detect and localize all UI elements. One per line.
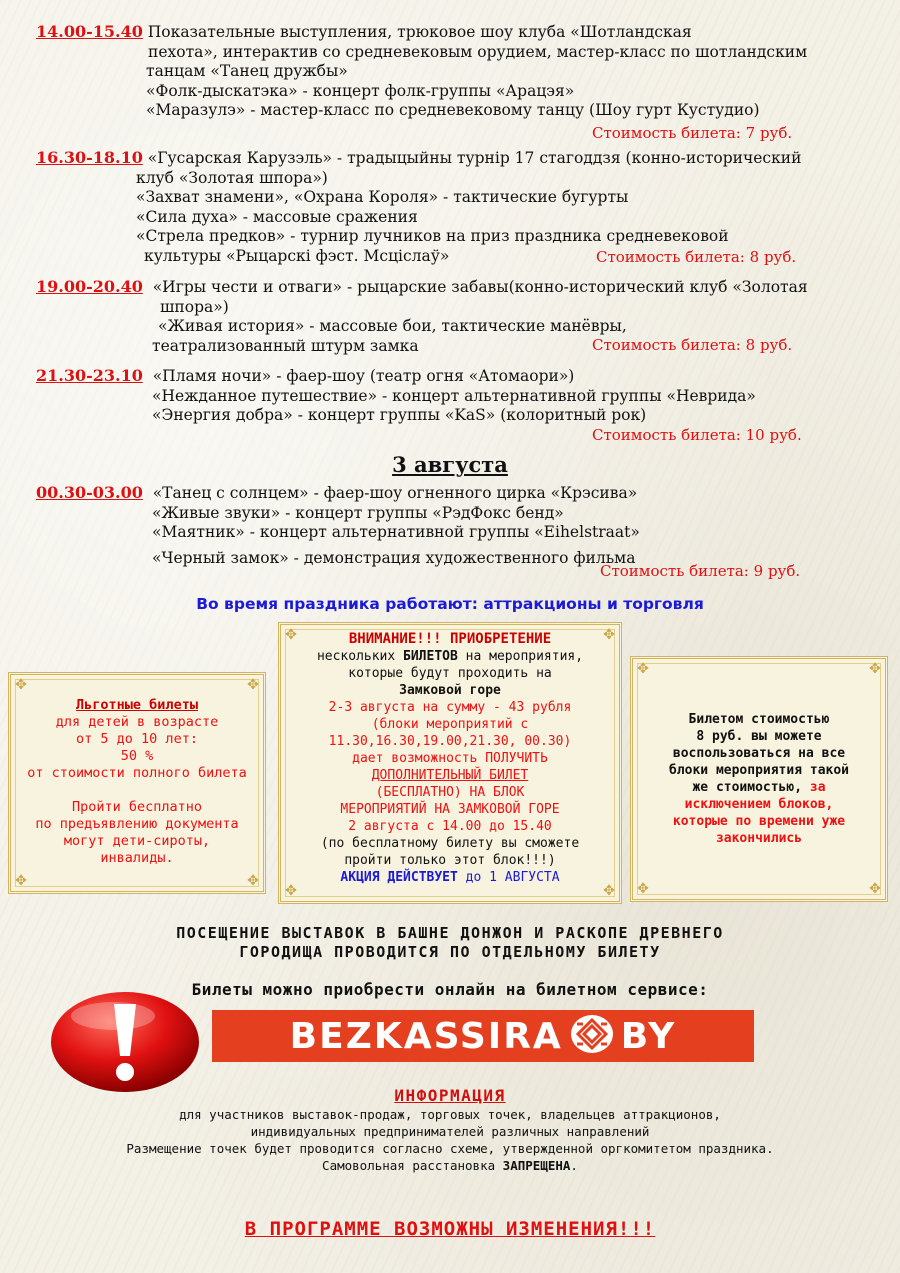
ornament-icon: ✥ <box>637 661 649 677</box>
block-line: танцам «Танец дружбы» <box>146 62 348 80</box>
promo-line: дает возможность ПОЛУЧИТЬ <box>352 751 548 766</box>
online-note: Билеты можно приобрести онлайн на билетном сервисе: <box>191 980 709 999</box>
block-time: 21.30-23.10 <box>36 366 143 385</box>
block-line: пехота», интерактив со средневековым орудием, мастер-класс по шотландским <box>148 42 808 61</box>
ornament-icon: ✥ <box>285 883 297 899</box>
promo-text: до 1 АВГУСТА <box>457 870 560 885</box>
info-line: закончились <box>715 831 803 846</box>
ornament-icon: ✥ <box>15 677 27 693</box>
info-line: для участников выставок-продаж, торговых точек, владельцев аттракционов, <box>179 1107 721 1122</box>
info-line: блоки мероприятия такой <box>668 763 849 778</box>
ticket-price: Стоимость билета: 10 руб. <box>592 426 802 444</box>
ornament-icon: ✥ <box>285 627 297 643</box>
block-line: «Фолк-дыскатэка» - концерт фолк-группы «Арацэя» <box>146 81 575 100</box>
ornament-icon: ✥ <box>247 873 259 889</box>
promo-line: 2-3 августа на сумму - 43 рубля <box>328 700 572 715</box>
block-line: «Живые звуки» - концерт группы «РэдФокс бенд» <box>152 503 564 522</box>
block-line: «Стрела предков» - турнир лучников на приз праздника средневековой <box>136 227 729 245</box>
info-block <box>0 1106 900 1174</box>
block-line: Показательные выступления, трюковое шоу клуба «Шотландская <box>147 23 692 41</box>
info-text: ЗАПРЕЩЕНА <box>502 1158 571 1173</box>
ornament-icon: ✥ <box>603 883 615 899</box>
ticket-price: Стоимость билета: 9 руб. <box>600 562 801 580</box>
info-line: 8 руб. вы можете <box>696 729 822 744</box>
promo-line: пройти только этот блок!!!) <box>344 853 556 868</box>
free-line: Пройти бесплатно <box>71 799 203 815</box>
ticket-price: Стоимость билета: 8 руб. <box>592 336 793 354</box>
info-line <box>633 779 885 796</box>
date-heading: 3 августа <box>392 452 508 477</box>
block-line: шпора») <box>160 297 229 316</box>
block-time: 16.30-18.10 <box>36 148 143 167</box>
block-line: «Живая история» - массовые бои, тактические манёвры, <box>158 317 627 335</box>
exhibit-line: ПОСЕЩЕНИЕ ВЫСТАВОК В БАШНЕ ДОНЖОН И РАСКОПЕ ДРЕВНЕГО <box>176 924 724 942</box>
ticket-price: Стоимость билета: 8 руб. <box>596 248 797 266</box>
promo-line <box>281 869 619 886</box>
block-line: «Захват знамени», «Охрана Короля» - тактические бугурты <box>136 188 629 206</box>
info-text: . <box>570 1158 578 1173</box>
ornament-icon: ✥ <box>637 881 649 897</box>
ornament-icon: ✥ <box>869 881 881 897</box>
promo-line: МЕРОПРИЯТИЙ НА ЗАМКОВОЙ ГОРЕ <box>340 802 560 817</box>
promo-line: (по бесплатному билету вы сможете <box>320 836 580 851</box>
exhibit-line: ГОРОДИЩА ПРОВОДИТСЯ ПО ОТДЕЛЬНОМУ БИЛЕТУ <box>239 943 661 961</box>
block-line: «Пламя ночи» - фаер-шоу (театр огня «Атомаори») <box>152 367 575 385</box>
schedule-block-4 <box>36 366 756 426</box>
block-time: 19.00-20.40 <box>36 277 143 296</box>
promo-line: (БЕСПЛАТНО) НА БЛОК <box>375 785 525 800</box>
discount-line: от 5 до 10 лет: <box>76 731 198 747</box>
info-line: индивидуальных предпринимателей различных направлений <box>250 1124 650 1139</box>
schedule-block-5 <box>36 483 640 568</box>
ticket-price: Стоимость билета: 7 руб. <box>592 124 793 142</box>
promo-line: которые будут проходить на <box>348 666 552 681</box>
block-line: «Нежданное путешествие» - концерт альтернативной группы «Неврида» <box>152 386 756 405</box>
block-line: «Черный замок» - демонстрация художественного фильма <box>152 548 636 567</box>
promo-line: Замковой горе <box>399 683 501 698</box>
promo-line <box>281 648 619 665</box>
block-time: 14.00-15.40 <box>36 22 143 41</box>
info-title: ИНФОРМАЦИЯ <box>394 1086 506 1105</box>
info-line <box>0 1157 900 1174</box>
info-text: же стоимостью, <box>692 780 810 795</box>
promo-text: нескольких <box>316 649 404 664</box>
info-text: за <box>809 780 826 795</box>
block-line: «Маразулэ» - мастер-класс по средневековому танцу (Шоу гурт Кустудио) <box>146 101 760 119</box>
discount-box <box>8 672 266 894</box>
ornament-icon: ✥ <box>247 677 259 693</box>
promo-text: АКЦИЯ ДЕЙСТВУЕТ <box>340 870 458 885</box>
discount-title: Льготные билеты <box>76 697 198 713</box>
info-line: Размещение точек будет проводится согласно схеме, утвержденной оргкомитетом праздника. <box>126 1141 774 1156</box>
free-line: по предъявлению документа <box>35 816 239 832</box>
info-text: Самовольная расстановка <box>322 1158 503 1173</box>
ornament-icon: ✥ <box>869 661 881 677</box>
logo-text: BY <box>620 1015 677 1057</box>
schedule-block-1 <box>36 22 807 121</box>
bezkassira-logo[interactable] <box>212 1010 754 1062</box>
block-line: «Игры чести и отваги» - рыцарские забавы(конно-исторический клуб «Золотая <box>152 278 808 296</box>
info-line: Билетом стоимостью <box>688 712 830 727</box>
block-line: культуры «Рыцарскі фэст. Мсціслаў» <box>144 246 450 265</box>
promo-box <box>278 622 622 904</box>
ticket-info-box <box>630 656 888 902</box>
free-line: могут дети-сироты, <box>63 833 211 849</box>
block-line: «Гусарская Карузэль» - традыцыйны турнір 17 стагоддзя (конно-исторический <box>147 149 802 167</box>
promo-line: ВНИМАНИЕ!!! ПРИОБРЕТЕНИЕ <box>348 631 552 647</box>
block-line: «Сила духа» - массовые сражения <box>136 207 418 226</box>
promo-line: 2 августа с 14.00 до 15.40 <box>348 819 552 834</box>
ornament-circle-icon <box>569 1013 615 1059</box>
changes-warning: В ПРОГРАММЕ ВОЗМОЖНЫ ИЗМЕНЕНИЯ!!! <box>244 1218 656 1240</box>
promo-line: (блоки мероприятий с <box>371 717 529 732</box>
block-line: театрализованный штурм замка <box>152 336 419 355</box>
info-line: которые по времени уже <box>672 814 846 829</box>
info-line: воспользоваться на все <box>672 746 846 761</box>
block-line: «Энергия добра» - концерт группы «KaS» (колоритный рок) <box>152 406 647 424</box>
ornament-icon: ✥ <box>15 873 27 889</box>
logo-text: BEZKASSIRA <box>289 1015 563 1057</box>
exhibit-note <box>0 924 900 962</box>
promo-text: на мероприятия, <box>457 649 584 664</box>
block-line: клуб «Золотая шпора») <box>136 168 328 187</box>
discount-line: для детей в возрасте <box>55 714 219 730</box>
discount-line: от стоимости полного билета <box>27 765 247 781</box>
info-line: исключением блоков, <box>684 797 834 812</box>
block-line: «Танец с солнцем» - фаер-шоу огненного цирка «Крэсива» <box>152 484 638 502</box>
block-line: «Маятник» - концерт альтернативной группы «Eihelstraat» <box>152 523 640 541</box>
discount-line: 50 % <box>120 748 154 764</box>
promo-text: БИЛЕТОВ <box>403 649 458 664</box>
promo-line: 11.30,16.30,19.00,21.30, 00.30) <box>328 734 572 749</box>
block-time: 00.30-03.00 <box>36 483 143 502</box>
attractions-note: Во время праздника работают: аттракционы и торговля <box>196 595 704 613</box>
free-line: инвалиды. <box>100 850 174 866</box>
exclamation-icon <box>48 990 202 1094</box>
ornament-icon: ✥ <box>603 627 615 643</box>
promo-line: ДОПОЛНИТЕЛЬНЫЙ БИЛЕТ <box>371 768 529 783</box>
